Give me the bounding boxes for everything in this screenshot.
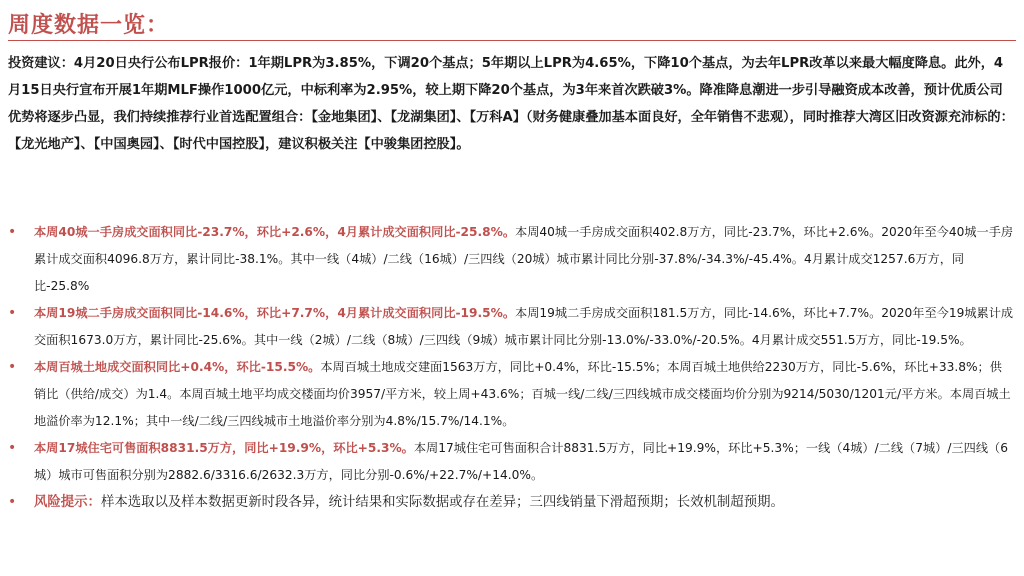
page-title: 周度数据一览： xyxy=(8,13,170,38)
risk-text: 样本选取以及样本数据更新时段各异，统计结果和实际数据或存在差异；三四线销量下滑超预期；长效机制超预期。 xyxy=(100,495,784,510)
bullet-dot-icon: • xyxy=(8,494,17,510)
bullet-dot-icon: • xyxy=(8,224,17,240)
title-divider xyxy=(8,40,1016,41)
investment-advice-paragraph: 投资建议：4月20日央行公布LPR报价：1年期LPR为3.85%，下调20个基点；5年期以上LPR为4.65%，下降10个基点，为去年LPR改革以来最大幅度降息。此外，4月15日央行宣布开展1年期MLF操作1000亿元，中标利率为2.95%，较上期下降20个基点，为3年来首次跌破3%。降准降息潮进一步引导融资成本改善，预计优质公司优势将逐步凸显，我们持续推荐行业首选配置组合：【金地集团】、【龙湖集团】、【万科A】（财务健康叠加基本面良好，全年销售不悲观），同时推荐大湾区旧改资源充沛标的：【龙光地产】、【中国奥园】、【时代中国控股】，建议积极关注【中骏集团控股】。 xyxy=(8,56,1014,152)
risk-label: 风险提示： xyxy=(34,495,101,510)
bullet-dot-icon: • xyxy=(8,305,17,321)
bullet-text: 本周百城土地成交建面1563万方，同比+0.4%，环比-15.5%；本周百城土地供给2230万方，同比-5.6%，环比+33.8%；供销比（供给/成交）为1.4。本周百城土地平均成交楼面均价3957/平方米，较上周+43.6%；百城一线/二线/三四线城市成交楼面均价分别为9214/5030/1201元/平方米。本周百城土地溢价率为12.1%；其中一线/二线/三四线城市土地溢价率分别为4.8%/15.7%/14.1%。 xyxy=(34,360,1011,428)
list-item-risk-warning xyxy=(8,489,1014,516)
bullet-dot-icon: • xyxy=(8,440,17,456)
list-item-new-home-sales xyxy=(8,219,1014,300)
list-item-land-transactions xyxy=(8,354,1014,435)
bullet-highlight: 本周百城土地成交面积同比+0.4%，环比-15.5%。 xyxy=(34,360,321,374)
bullet-dot-icon: • xyxy=(8,359,17,375)
bullet-highlight: 本周19城二手房成交面积同比-14.6%，环比+7.7%，4月累计成交面积同比-19.5%。 xyxy=(34,306,516,320)
list-item-housing-inventory xyxy=(8,435,1014,489)
bullet-highlight: 本周40城一手房成交面积同比-23.7%，环比+2.6%，4月累计成交面积同比-25.8%。 xyxy=(34,225,516,239)
bullet-text: 本周40城一手房成交面积402.8万方，同比-23.7%，环比+2.6%。2020年至今40城一手房累计成交面积4096.8万方，累计同比-38.1%。其中一线（4城）/二线（16城）/三四线（20城）城市累计同比分别-37.8%/-34.3%/-45.4%。4月累计成交1257.6万方，同比-25.8% xyxy=(34,225,1014,293)
weekly-data-list xyxy=(8,219,1014,516)
bullet-text: 本周17城住宅可售面积合计8831.5万方，同比+19.9%，环比+5.3%；一线（4城）/二线（7城）/三四线（6城）城市可售面积分别为2882.6/3316.6/2632.3万方，同比分别-0.6%/+22.7%/+14.0%。 xyxy=(34,441,1008,482)
bullet-highlight: 本周17城住宅可售面积8831.5万方，同比+19.9%，环比+5.3%。 xyxy=(34,441,414,455)
list-item-second-hand-sales xyxy=(8,300,1014,354)
bullet-text: 本周19城二手房成交面积181.5万方，同比-14.6%，环比+7.7%。2020年至今19城累计成交面积1673.0万方，累计同比-25.6%。其中一线（2城）/二线（8城）/三四线（9城）城市累计同比分别-13.0%/-33.0%/-20.5%。4月累计成交551.5万方，同比-19.5%。 xyxy=(34,306,1014,347)
